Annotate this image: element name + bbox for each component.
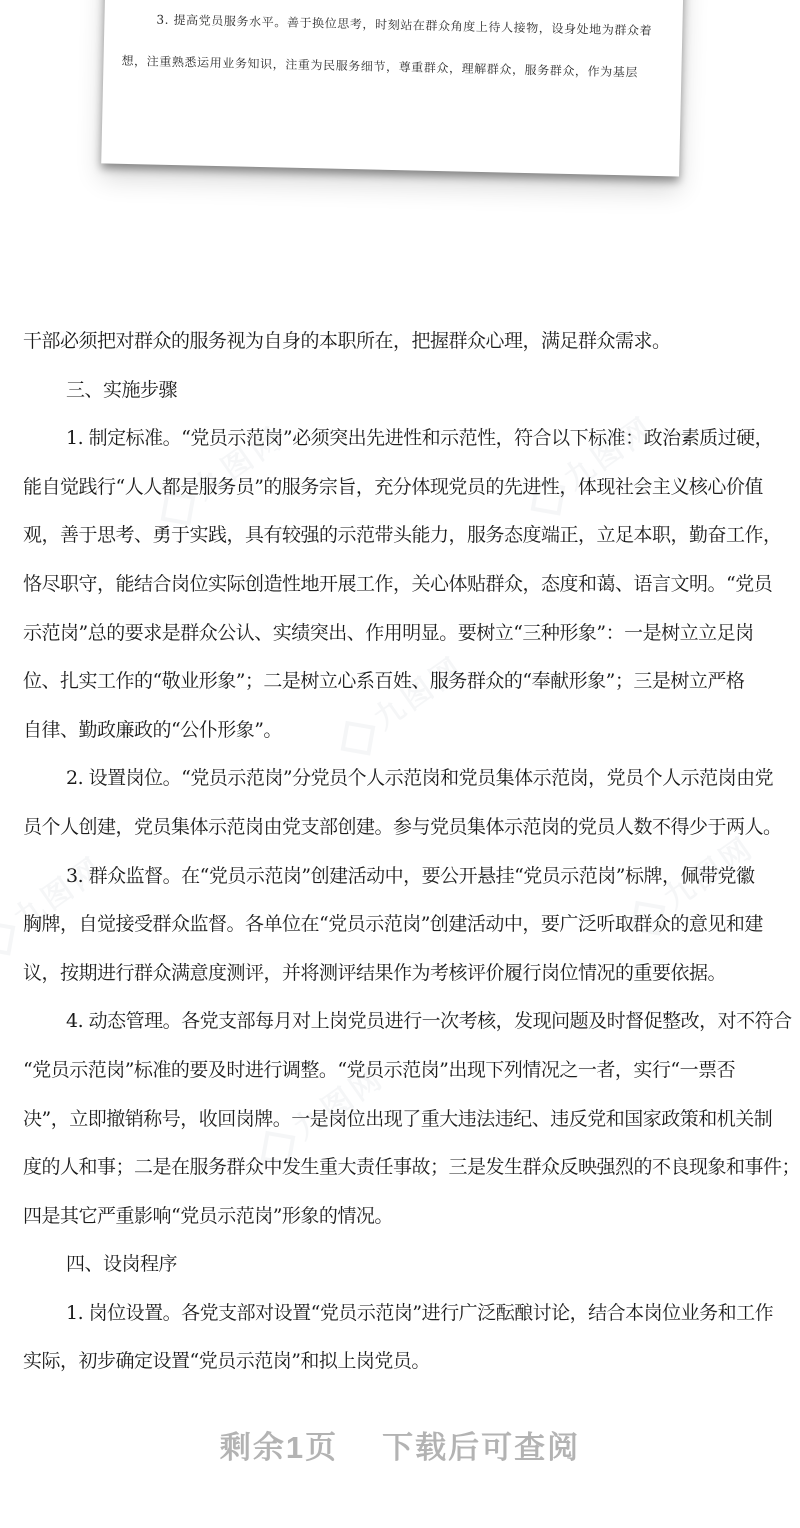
watermark-label: 九图网 xyxy=(368,650,471,737)
preview-page-text xyxy=(121,0,671,94)
watermark-label: 九图网 xyxy=(188,420,291,507)
remaining-pages-label: 剩余1页 xyxy=(219,1430,339,1465)
document-line: 度的人和事；二是在服务群众中发生重大责任事故；三是发生群众反映强烈的不良现象和事件； xyxy=(23,1156,800,1179)
document-line: 恪尽职守，能结合岗位实际创造性地开展工作，关心体贴群众，态度和蔼、语言文明。“党员 xyxy=(23,572,773,595)
watermark-label: 九图网 xyxy=(558,410,661,497)
watermark-label: 九图网 xyxy=(288,1060,391,1147)
document-line: 能自觉践行“人人都是服务员”的服务宗旨，充分体现党员的先进性，体现社会主义核心价值 xyxy=(23,475,763,498)
document-line: 示范岗”总的要求是群众公认、实绩突出、作用明显。要树立“三种形象”：一是树立立足岗 xyxy=(23,621,754,644)
download-to-view-hint: 下载后可查阅 xyxy=(382,1430,581,1465)
document-line: 员个人创建，党员集体示范岗由党支部创建。参与党员集体示范岗的党员人数不得少于两人。 xyxy=(23,815,782,838)
preview-text-line: 想，注重熟悉运用业务知识，注重为民服务细节，尊重群众，理解群众，服务群众，作为基层 xyxy=(121,53,639,80)
remaining-pages-caption xyxy=(0,1422,800,1467)
document-line: “党员示范岗”标准的要及时进行调整。“党员示范岗”出现下列情况之一者，实行“一票否 xyxy=(23,1058,736,1081)
preview-text-line: 3. 提高党员服务水平。善于换位思考，时刻站在群众角度上待人接物，设身处地为群众着 xyxy=(156,12,653,38)
document-line: 1. 制定标准。“党员示范岗”必须突出先进性和示范性，符合以下标准：政治素质过硬， xyxy=(66,427,774,450)
watermark-label: 九图网 xyxy=(658,830,761,917)
document-line: 位、扎实工作的“敬业形象”；二是树立心系百姓、服务群众的“奉献形象”；三是树立严格 xyxy=(23,670,745,693)
document-body xyxy=(23,317,800,1386)
document-line: 2. 设置岗位。“党员示范岗”分党员个人示范岗和党员集体示范岗，党员个人示范岗由党 xyxy=(66,767,774,790)
document-line: 四是其它严重影响“党员示范岗”形象的情况。 xyxy=(23,1204,393,1227)
document-line: 1. 岗位设置。各党支部对设置“党员示范岗”进行广泛酝酿讨论，结合本岗位业务和工作 xyxy=(66,1301,774,1324)
document-line: 胸牌，自觉接受群众监督。各单位在“党员示范岗”创建活动中，要广泛听取群众的意见和建 xyxy=(23,913,763,936)
section-heading: 三、实施步骤 xyxy=(66,378,178,401)
document-line: 议，按期进行群众满意度测评，并将测评结果作为考核评价履行岗位情况的重要依据。 xyxy=(23,961,727,984)
watermark-label: 九图网 xyxy=(8,850,111,937)
document-line: 3. 群众监督。在“党员示范岗”创建活动中，要公开悬挂“党员示范岗”标牌，佩带党徽 xyxy=(66,864,755,887)
document-line: 4. 动态管理。各党支部每月对上岗党员进行一次考核，发现问题及时督促整改，对不符合 xyxy=(66,1010,792,1033)
section-heading: 四、设岗程序 xyxy=(66,1253,178,1276)
watermark-diamond-icon xyxy=(0,921,15,956)
document-line: 实际，初步确定设置“党员示范岗”和拟上岗党员。 xyxy=(23,1350,430,1373)
document-line: 干部必须把对群众的服务视为自身的本职所在，把握群众心理，满足群众需求。 xyxy=(23,330,671,352)
document-line: 观，善于思考、勇于实践，具有较强的示范带头能力，服务态度端正，立足本职，勤奋工作， xyxy=(23,524,782,547)
previous-page-preview xyxy=(101,0,693,176)
document-line: 决”，立即撤销称号，收回岗牌。一是岗位出现了重大违法违纪、违反党和国家政策和机关制 xyxy=(23,1107,773,1130)
document-line: 自律、勤政廉政的“公仆形象”。 xyxy=(23,718,282,741)
